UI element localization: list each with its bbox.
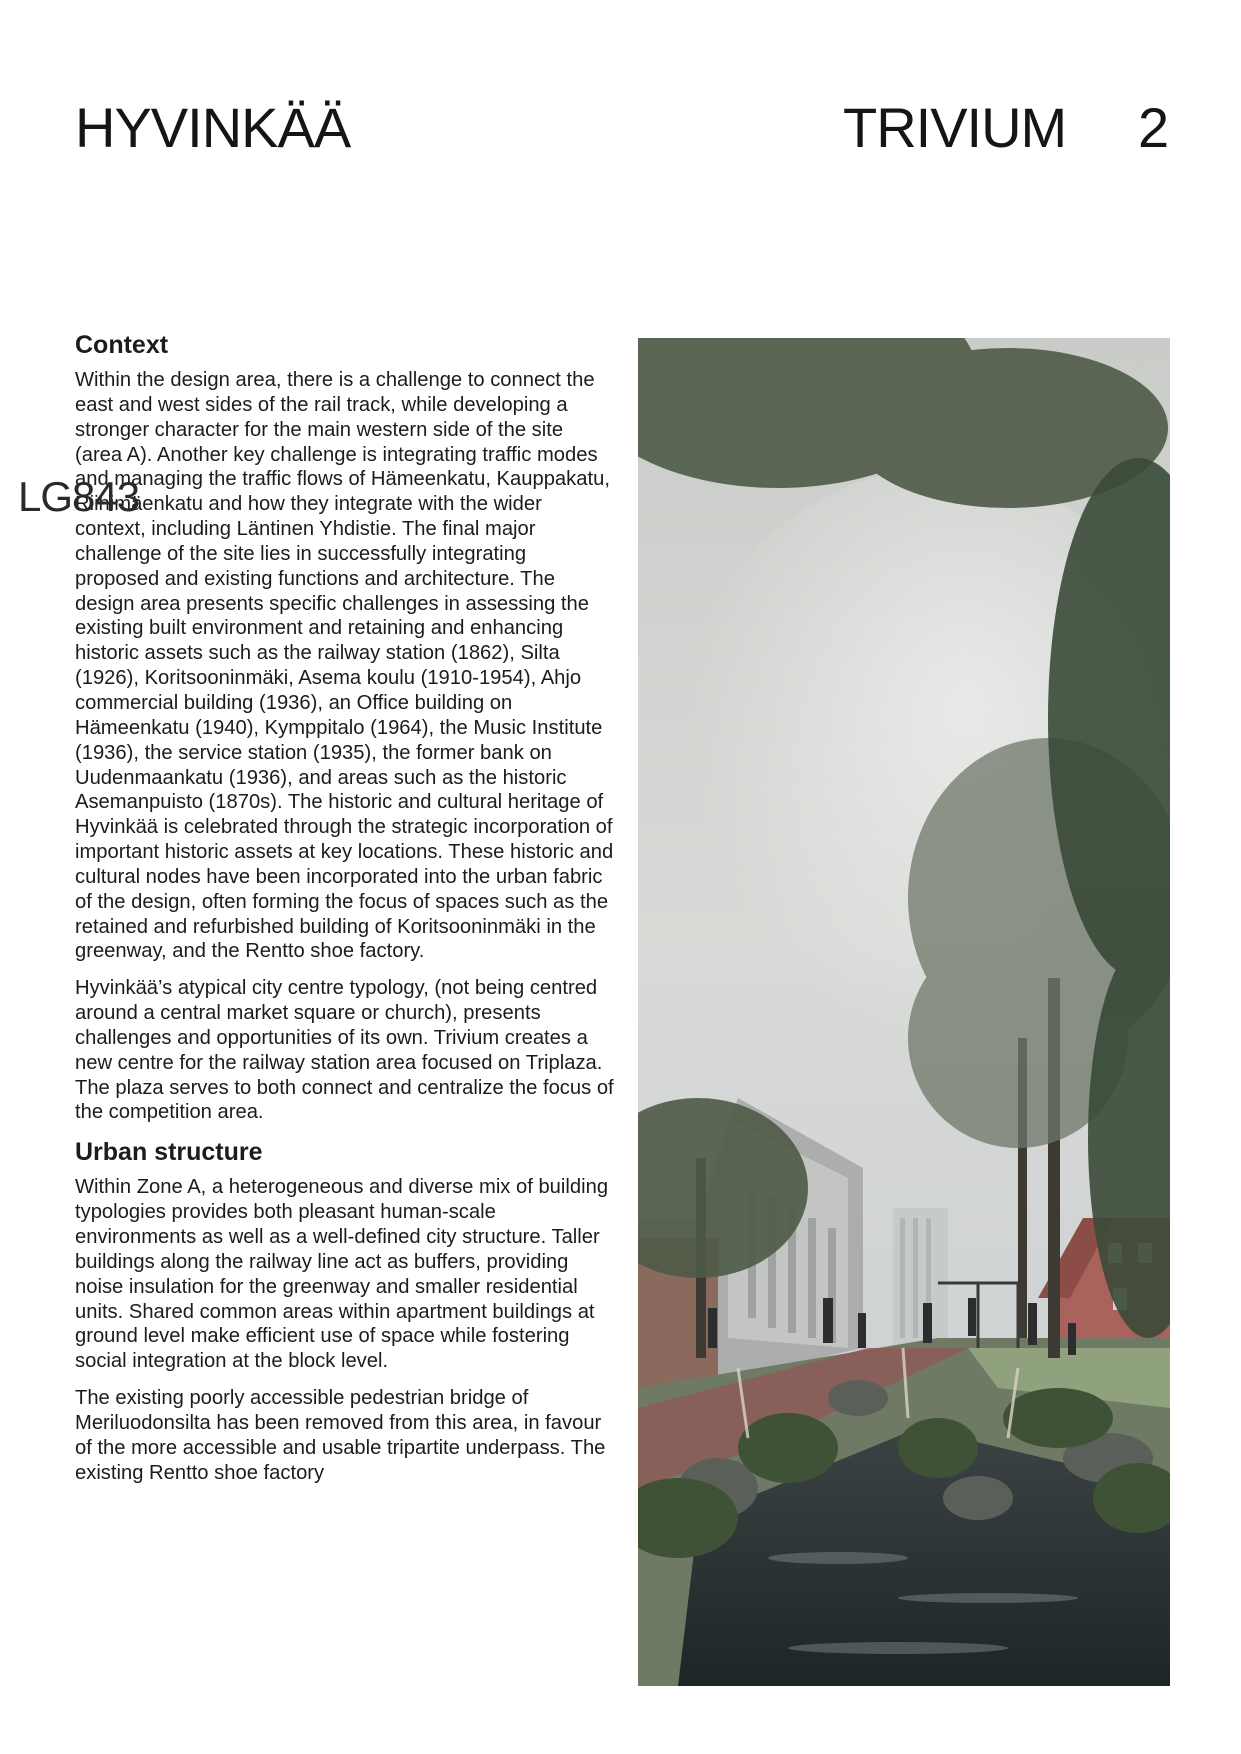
- urban-structure-paragraph-1: Within Zone A, a heterogeneous and diverse mix of building typologies provides both pleasant human-scale environments as well as a well-defined city structure. Taller buildings along the railway line act as buffers, providing noise insulation for the greenway and smaller residential units. Shared common areas within apartment buildings at ground level make efficient use of space while fostering social integration at the block level.: [75, 1176, 609, 1373]
- street-rendering-image: [638, 338, 1170, 1686]
- text-column: [75, 330, 615, 1497]
- page-number: 2: [1138, 96, 1170, 159]
- building-distant: [893, 1208, 948, 1348]
- section-heading-context: Context: [75, 331, 169, 359]
- section-heading-urban-structure: Urban structure: [75, 1138, 263, 1167]
- city-title: HYVINKÄÄ: [75, 96, 351, 159]
- project-title: TRIVIUM: [843, 96, 1067, 159]
- watermark-code: LG843: [18, 473, 140, 520]
- urban-structure-paragraph-2: The existing poorly accessible pedestrian bridge of Meriluodonsilta has been removed from this area, in favour of the more accessible and usable tripartite underpass. The existing Rentto shoe factory: [75, 1387, 606, 1484]
- context-paragraph-2: Hyvinkää’s atypical city centre typology, (not being centred around a central market square or church), presents challenges and opportunities of its own. Trivium creates a new centre for the railway station area focused on Triplaza. The plaza serves to both connect and centralize the focus of the competition area.: [75, 977, 614, 1124]
- context-paragraph-1: Within the design area, there is a challenge to connect the east and west sides of the rail track, while developing a stronger character for the main western side of the site (area A). Another key challenge is integrating traffic modes and managing the traffic flows of Hämeenkatu, Kauppakatu, Riihimäenkatu and how they integrate with the wider context, including Läntinen Yhdistie. The final major challenge of the site lies in successfully integrating proposed and existing functions and architecture. The design area presents specific challenges in assessing the existing built environment and retaining and enhancing historic assets such as the railway station (1862), Silta (1926), Koritsooninmäki, Asema koulu (1910-1954), Ahjo commercial building (1936), an Office building on Hämeenkatu (1940), Kymppitalo (1964), the Music Institute (1936), the service station (1935), the former bank on Uudenmaankatu (1936), and areas such as the historic Asemanpuisto (1870s). The historic and cultural heritage of Hyvinkää is celebrated through the strategic incorporation of important historic assets at key locations. These historic and cultural nodes have been incorporated into the urban fabric of the design, often forming the focus of spaces such as the retained and refurbished building of Koritsooninmäki in the greenway, and the Rentto shoe factory.: [75, 369, 614, 963]
